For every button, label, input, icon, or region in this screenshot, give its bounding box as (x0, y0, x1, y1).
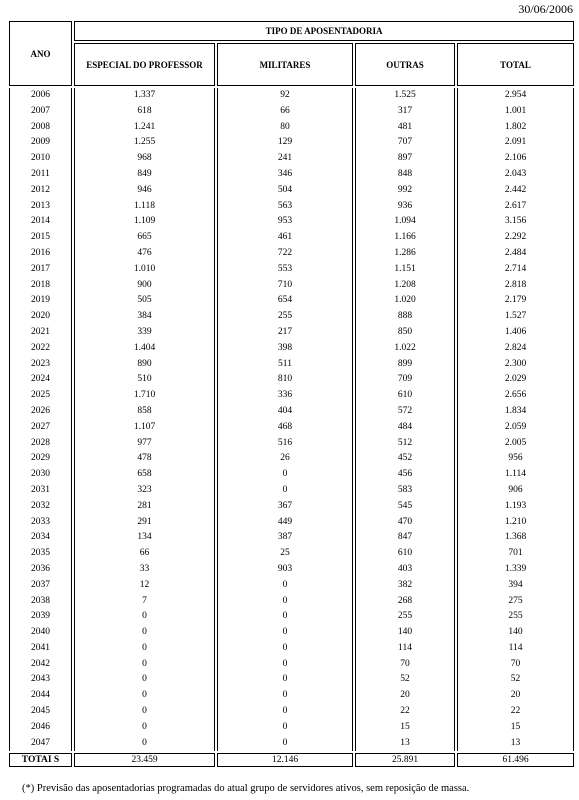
especial-cell: 946 (137, 184, 152, 195)
especial-cell: 849 (137, 168, 152, 179)
column-militares (217, 88, 353, 751)
totals-outras: 25.891 (355, 753, 455, 767)
header-outras: OUTRAS (355, 43, 455, 86)
totals-especial: 23.459 (74, 753, 215, 767)
especial-cell: 323 (137, 484, 152, 495)
total-cell: 1.114 (505, 469, 527, 480)
year-cell: 2044 (31, 690, 50, 701)
total-cell: 15 (510, 721, 521, 732)
total-cell: 1.368 (504, 532, 527, 543)
year-cell: 2021 (31, 326, 50, 337)
year-cell: 2032 (31, 500, 50, 511)
especial-cell: 1.255 (133, 137, 156, 148)
outras-cell: 897 (397, 153, 413, 164)
militares-cell: 0 (282, 721, 288, 732)
especial-cell: 977 (137, 437, 152, 448)
outras-cell: 481 (397, 121, 413, 132)
militares-cell: 654 (277, 295, 293, 306)
year-cell: 2010 (31, 153, 50, 164)
total-cell: 701 (508, 548, 523, 559)
militares-cell: 367 (277, 500, 293, 511)
total-cell: 2.442 (504, 184, 527, 195)
total-cell: 2.029 (504, 374, 527, 385)
militares-cell: 255 (277, 311, 293, 322)
militares-cell: 710 (277, 279, 293, 290)
especial-cell: 0 (142, 658, 147, 669)
column-especial (74, 88, 215, 751)
year-cell: 2027 (31, 421, 50, 432)
year-cell: 2030 (31, 469, 50, 480)
total-cell: 1.210 (504, 516, 527, 527)
year-cell: 2035 (31, 548, 50, 559)
header-especial-professor: ESPECIAL DO PROFESSOR (74, 43, 215, 86)
especial-cell: 1.109 (133, 216, 156, 227)
militares-cell: 0 (282, 484, 288, 495)
total-cell: 2.292 (504, 232, 527, 243)
militares-cell: 346 (277, 168, 293, 179)
outras-cell: 1.151 (394, 263, 416, 274)
total-cell: 275 (508, 595, 523, 606)
outras-cell: 936 (397, 200, 413, 211)
especial-cell: 291 (137, 516, 152, 527)
column-outras (355, 88, 455, 751)
militares-cell: 92 (280, 90, 290, 100)
year-cell: 2008 (31, 121, 50, 132)
outras-cell: 610 (397, 548, 413, 559)
outras-cell: 52 (400, 674, 410, 685)
especial-cell: 33 (139, 563, 150, 574)
especial-cell: 12 (139, 579, 150, 590)
especial-cell: 7 (142, 595, 147, 606)
total-cell: 20 (510, 690, 521, 701)
year-cell: 2018 (31, 279, 50, 290)
militares-cell: 553 (277, 263, 293, 274)
total-cell: 114 (508, 642, 523, 653)
outras-cell: 848 (397, 168, 413, 179)
year-cell: 2040 (31, 627, 50, 638)
year-cell: 2009 (31, 137, 50, 148)
outras-cell: 709 (397, 374, 413, 385)
header-total: TOTAL (457, 43, 574, 86)
year-cell: 2014 (31, 216, 50, 227)
total-cell: 2.824 (504, 342, 527, 353)
militares-cell: 26 (280, 453, 290, 464)
total-cell: 2.106 (504, 153, 527, 164)
militares-cell: 241 (277, 153, 293, 164)
total-cell: 2.300 (504, 358, 527, 369)
militares-cell: 511 (278, 358, 292, 369)
outras-cell: 583 (397, 484, 413, 495)
militares-cell: 0 (282, 595, 288, 606)
outras-cell: 512 (397, 437, 413, 448)
especial-cell: 0 (142, 690, 147, 701)
year-cell: 2019 (31, 295, 50, 306)
outras-cell: 1.525 (394, 90, 416, 100)
especial-cell: 1.337 (133, 90, 156, 100)
total-cell: 394 (508, 579, 523, 590)
outras-cell: 1.166 (394, 232, 416, 243)
outras-cell: 707 (397, 137, 413, 148)
year-cell: 2037 (31, 579, 50, 590)
total-cell: 2.656 (504, 390, 527, 401)
year-cell: 2024 (31, 374, 50, 385)
especial-cell: 0 (142, 611, 147, 622)
column-ano (9, 88, 72, 751)
year-cell: 2033 (31, 516, 50, 527)
total-cell: 52 (510, 674, 521, 685)
total-cell: 1.802 (504, 121, 527, 132)
total-cell: 140 (508, 627, 523, 638)
especial-cell: 0 (142, 706, 147, 717)
militares-cell: 0 (282, 611, 288, 622)
year-cell: 2028 (31, 437, 50, 448)
militares-cell: 468 (277, 421, 293, 432)
outras-cell: 452 (397, 453, 413, 464)
outras-cell: 268 (397, 595, 413, 606)
year-cell: 2016 (31, 247, 50, 258)
total-cell: 2.818 (504, 279, 527, 290)
total-cell: 956 (508, 453, 523, 464)
outras-cell: 850 (397, 326, 413, 337)
militares-cell: 449 (277, 516, 293, 527)
especial-cell: 1.118 (133, 200, 156, 211)
especial-cell: 1.241 (133, 121, 156, 132)
militares-cell: 404 (277, 405, 293, 416)
year-cell: 2034 (31, 532, 50, 543)
column-total (457, 88, 574, 751)
outras-cell: 1.286 (394, 247, 416, 258)
total-cell: 22 (510, 706, 521, 717)
outras-cell: 20 (400, 690, 410, 701)
total-cell: 1.406 (504, 326, 527, 337)
outras-cell: 1.094 (394, 216, 416, 227)
outras-cell: 545 (397, 500, 413, 511)
militares-cell: 217 (277, 326, 293, 337)
totals-row (9, 753, 574, 767)
militares-cell: 398 (277, 342, 293, 353)
outras-cell: 114 (398, 642, 412, 653)
outras-cell: 484 (397, 421, 413, 432)
totals-total: 61.496 (457, 753, 574, 767)
year-cell: 2007 (31, 105, 50, 116)
outras-cell: 15 (400, 721, 410, 732)
total-cell: 2.043 (504, 168, 527, 179)
outras-cell: 1.020 (394, 295, 416, 306)
year-cell: 2015 (31, 232, 50, 243)
especial-cell: 1.010 (133, 263, 156, 274)
militares-cell: 129 (277, 137, 293, 148)
total-cell: 1.193 (504, 500, 527, 511)
total-cell: 1.834 (504, 405, 527, 416)
militares-cell: 0 (282, 706, 288, 717)
militares-cell: 0 (282, 627, 288, 638)
militares-cell: 0 (282, 737, 288, 748)
militares-cell: 80 (280, 121, 290, 132)
total-cell: 2.059 (504, 421, 527, 432)
especial-cell: 0 (142, 737, 147, 748)
militares-cell: 810 (277, 374, 293, 385)
year-cell: 2036 (31, 563, 50, 574)
especial-cell: 66 (139, 548, 150, 559)
especial-cell: 1.710 (133, 390, 156, 401)
militares-cell: 563 (277, 200, 293, 211)
document-date: 30/06/2006 (518, 2, 573, 16)
militares-cell: 722 (277, 247, 293, 258)
especial-cell: 478 (137, 453, 152, 464)
total-cell: 2.714 (504, 263, 527, 274)
year-cell: 2047 (31, 737, 50, 748)
outras-cell: 572 (397, 405, 413, 416)
total-cell: 2.484 (504, 247, 527, 258)
militares-cell: 336 (277, 390, 293, 401)
year-cell: 2045 (31, 706, 50, 717)
data-body (9, 88, 574, 751)
totals-militares: 12.146 (217, 753, 353, 767)
outras-cell: 1.208 (394, 279, 416, 290)
year-cell: 2025 (31, 390, 50, 401)
year-cell: 2017 (31, 263, 50, 274)
total-cell: 1.339 (504, 563, 527, 574)
militares-cell: 0 (282, 469, 288, 480)
militares-cell: 0 (282, 642, 288, 653)
militares-cell: 0 (282, 579, 288, 590)
militares-cell: 953 (277, 216, 293, 227)
outras-cell: 22 (400, 706, 410, 717)
outras-cell: 140 (397, 627, 413, 638)
especial-cell: 858 (137, 405, 152, 416)
outras-cell: 1.022 (394, 342, 416, 353)
header-militares: MILITARES (217, 43, 353, 86)
year-cell: 2026 (31, 405, 50, 416)
total-cell: 2.091 (504, 137, 527, 148)
especial-cell: 281 (137, 500, 152, 511)
outras-cell: 317 (397, 105, 413, 116)
year-cell: 2006 (31, 90, 50, 100)
year-cell: 2011 (31, 168, 50, 179)
outras-cell: 13 (400, 737, 410, 748)
especial-cell: 134 (137, 532, 152, 543)
especial-cell: 0 (142, 674, 147, 685)
total-cell: 906 (508, 484, 523, 495)
year-cell: 2022 (31, 342, 50, 353)
year-cell: 2023 (31, 358, 50, 369)
especial-cell: 0 (142, 642, 147, 653)
especial-cell: 1.107 (133, 421, 156, 432)
total-cell: 13 (510, 737, 521, 748)
outras-cell: 992 (397, 184, 413, 195)
especial-cell: 658 (137, 469, 152, 480)
year-cell: 2043 (31, 674, 50, 685)
year-cell: 2013 (31, 200, 50, 211)
outras-cell: 382 (397, 579, 413, 590)
outras-cell: 899 (397, 358, 413, 369)
total-cell: 3.156 (504, 216, 527, 227)
outras-cell: 456 (397, 469, 413, 480)
militares-cell: 66 (280, 105, 290, 116)
aposentadorias-table (7, 19, 576, 769)
militares-cell: 516 (277, 437, 293, 448)
especial-cell: 339 (137, 326, 152, 337)
footnote: (*) Previsão das aposentadorias programadas do atual grupo de servidores ativos, sem reposição de massa. (22, 783, 470, 794)
total-cell: 2.005 (504, 437, 527, 448)
total-cell: 70 (510, 658, 521, 669)
militares-cell: 25 (280, 548, 290, 559)
total-cell: 2.617 (504, 200, 527, 211)
totals-label: TOTAI S (9, 753, 72, 767)
outras-cell: 255 (397, 611, 413, 622)
militares-cell: 461 (277, 232, 293, 243)
especial-cell: 890 (137, 358, 152, 369)
especial-cell: 665 (137, 232, 152, 243)
especial-cell: 384 (137, 311, 152, 322)
year-cell: 2031 (31, 484, 50, 495)
especial-cell: 476 (137, 247, 152, 258)
militares-cell: 0 (282, 690, 288, 701)
especial-cell: 510 (137, 374, 152, 385)
total-cell: 1.001 (504, 105, 527, 116)
outras-cell: 403 (397, 563, 413, 574)
total-cell: 2.179 (504, 295, 527, 306)
especial-cell: 0 (142, 627, 147, 638)
year-cell: 2038 (31, 595, 50, 606)
year-cell: 2039 (31, 611, 50, 622)
especial-cell: 900 (137, 279, 152, 290)
militares-cell: 504 (277, 184, 293, 195)
outras-cell: 610 (397, 390, 413, 401)
year-cell: 2042 (31, 658, 50, 669)
outras-cell: 888 (397, 311, 413, 322)
especial-cell: 1.404 (133, 342, 156, 353)
militares-cell: 0 (282, 658, 288, 669)
year-cell: 2012 (31, 184, 50, 195)
militares-cell: 387 (277, 532, 293, 543)
outras-cell: 70 (400, 658, 410, 669)
total-cell: 1.527 (504, 311, 527, 322)
year-cell: 2029 (31, 453, 50, 464)
militares-cell: 903 (277, 563, 293, 574)
year-cell: 2041 (31, 642, 50, 653)
especial-cell: 0 (142, 721, 147, 732)
militares-cell: 0 (282, 674, 288, 685)
outras-cell: 847 (397, 532, 413, 543)
header-tipo-aposentadoria: TIPO DE APOSENTADORIA (74, 21, 574, 41)
year-cell: 2046 (31, 721, 50, 732)
header-ano: ANO (9, 21, 72, 86)
total-cell: 2.954 (504, 90, 527, 100)
especial-cell: 618 (137, 105, 152, 116)
especial-cell: 505 (137, 295, 152, 306)
total-cell: 255 (508, 611, 523, 622)
year-cell: 2020 (31, 311, 50, 322)
outras-cell: 470 (397, 516, 413, 527)
especial-cell: 968 (137, 153, 152, 164)
